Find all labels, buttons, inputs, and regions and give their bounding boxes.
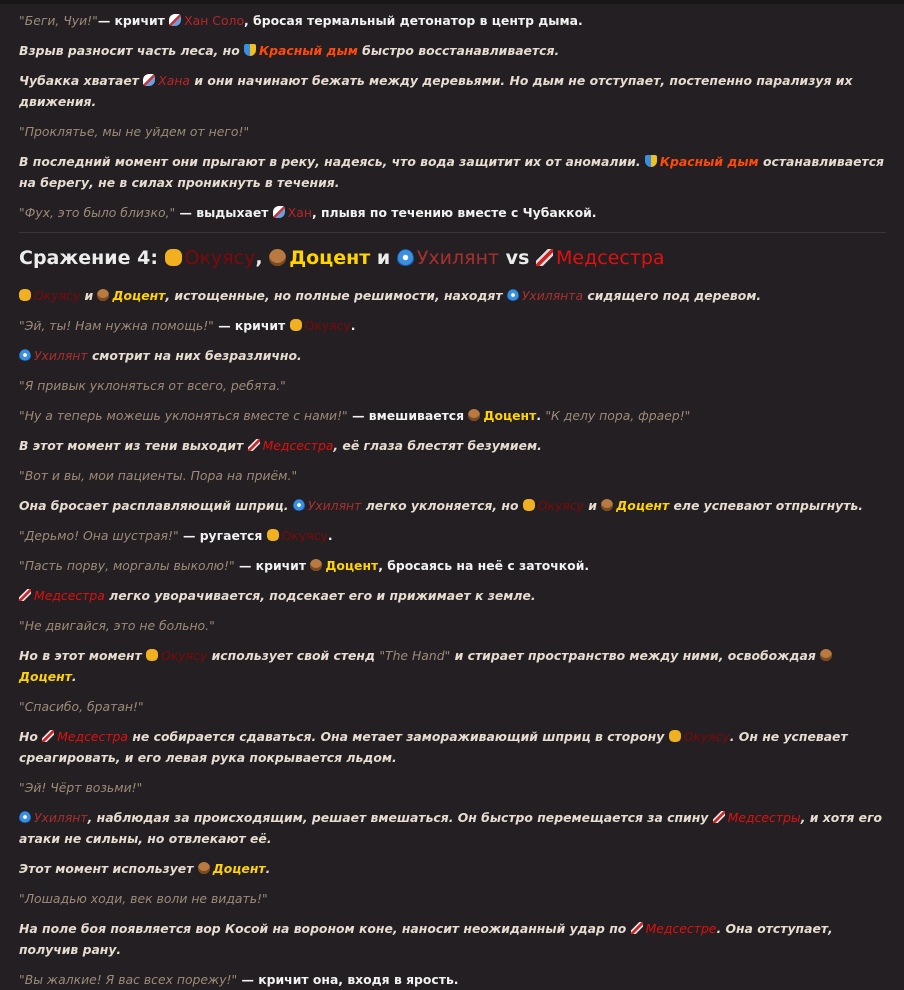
text: смотрит на них безразлично. xyxy=(87,348,302,363)
quote-text: "Не двигайся, это не больно." xyxy=(19,618,215,633)
text: еле успевают отпрыгнуть. xyxy=(669,498,863,513)
text: . xyxy=(327,528,333,543)
text: , истощенные, но полные решимости, находят xyxy=(165,288,507,303)
quote-text: "К делу пора, фраер!" xyxy=(545,408,691,423)
performing-arts-masks-icon xyxy=(244,44,256,56)
text: , и хотя его атаки не сильны, но отвлекают её. xyxy=(19,810,883,846)
text: . xyxy=(350,318,356,333)
dialog-paragraph xyxy=(19,315,886,336)
text: — кричит xyxy=(213,318,290,333)
text: использует свой стенд xyxy=(207,648,380,663)
battle-heading xyxy=(19,232,886,271)
text: , бросая термальный детонатор в центр дыма. xyxy=(244,13,583,28)
text: сидящего под деревом. xyxy=(583,288,762,303)
cyclone-icon xyxy=(507,289,519,301)
dialog-paragraph xyxy=(19,888,886,909)
quote-text: "Эй! Чёрт возьми!" xyxy=(19,780,143,795)
character-okuyasu: Окуясу xyxy=(281,528,328,543)
text: . xyxy=(265,861,271,876)
text: Этот момент использует xyxy=(19,861,198,876)
dialog-paragraph xyxy=(19,696,886,717)
character-docent: Доцент xyxy=(212,861,266,876)
bearded-face-icon xyxy=(820,649,832,661)
character-han: Хана xyxy=(158,73,191,88)
character-docent: Доцент xyxy=(112,288,166,303)
dialog-paragraph xyxy=(19,555,886,576)
quote-text: "Проклятье, мы не уйдем от него!" xyxy=(19,124,250,139)
text: и стирает пространство между ними, освобождая xyxy=(450,648,821,663)
performing-arts-masks-icon xyxy=(645,155,657,167)
character-uhilyant: Ухилянт xyxy=(416,247,500,269)
text: Взрыв разносит часть леса, но xyxy=(19,43,245,58)
bearded-face-icon xyxy=(97,289,109,301)
bearded-face-icon xyxy=(468,409,480,421)
syringe-icon xyxy=(536,249,553,266)
cyclone-icon xyxy=(19,349,31,361)
fist-icon xyxy=(290,319,302,331)
cyclone-icon xyxy=(293,499,305,511)
text: Но xyxy=(19,729,43,744)
text: . xyxy=(536,408,546,423)
quote-text: "Пасть порву, моргалы выколю!" xyxy=(19,558,235,573)
text: — вмешивается xyxy=(347,408,469,423)
text: легко уворачивается, подсекает его и прижимает к земле. xyxy=(104,588,536,603)
narration-paragraph xyxy=(19,285,886,306)
character-uhilyant: Ухилянт xyxy=(34,810,88,825)
character-okuyasu: Окуясу xyxy=(161,648,208,663)
character-okuyasu: Окуясу xyxy=(184,247,256,269)
character-okuyasu: Окуясу xyxy=(537,498,584,513)
character-uhilyant: Ухилянт xyxy=(34,348,88,363)
text: . Он не успевает среагировать, и его левая рука покрывается льдом. xyxy=(19,729,848,765)
narration-paragraph xyxy=(19,40,886,61)
bearded-face-icon xyxy=(310,559,322,571)
bearded-face-icon xyxy=(601,499,613,511)
text: . xyxy=(71,669,77,684)
quote-text: "Вы жалкие! Я вас всех порежу!" xyxy=(19,972,238,987)
text: , бросаясь на неё с заточкой. xyxy=(378,558,590,573)
character-nurse: Медсестра xyxy=(262,438,334,453)
character-okuyasu: Окуясу xyxy=(683,729,730,744)
character-red-smoke: Красный дым xyxy=(659,154,759,169)
story-messages xyxy=(0,4,904,990)
bearded-face-icon xyxy=(198,862,210,874)
text: легко уклоняется, но xyxy=(361,498,523,513)
dialog-paragraph xyxy=(19,405,886,426)
character-docent: Доцент xyxy=(483,408,537,423)
narration-paragraph xyxy=(19,645,886,687)
narration-paragraph xyxy=(19,495,886,516)
text: Но в этот момент xyxy=(19,648,147,663)
text: — ругается xyxy=(178,528,267,543)
character-nurse: Медсестра xyxy=(57,729,129,744)
quote-text: "The Hand" xyxy=(379,648,451,663)
narration-paragraph xyxy=(19,807,886,849)
rocket-icon xyxy=(273,206,285,218)
text: , xyxy=(255,247,270,269)
rocket-icon xyxy=(143,74,155,86)
character-docent: Доцент xyxy=(289,247,371,269)
fist-icon xyxy=(146,649,158,661)
quote-text: "Фух, это было близко," xyxy=(19,205,176,220)
syringe-icon xyxy=(42,730,54,742)
character-nurse: Медсестра xyxy=(556,247,665,269)
character-han: Хан Соло xyxy=(184,13,245,28)
text: . Она отступает, получив рану. xyxy=(19,921,833,957)
syringe-icon xyxy=(713,811,725,823)
text: и они начинают бежать между деревьями. Но дым не отступает, постепенно парализуя их движения. xyxy=(19,73,853,109)
dialog-paragraph xyxy=(19,375,886,396)
narration-paragraph xyxy=(19,918,886,960)
quote-text: "Лошадью ходи, век воли не видать!" xyxy=(19,891,268,906)
dialog-paragraph xyxy=(19,121,886,142)
text: , её глаза блестят безумием. xyxy=(333,438,542,453)
fist-icon xyxy=(165,249,182,266)
character-nurse: Медсестры xyxy=(727,810,801,825)
narration-paragraph xyxy=(19,858,886,879)
syringe-icon xyxy=(248,439,260,451)
fist-icon xyxy=(669,730,681,742)
syringe-icon xyxy=(19,589,31,601)
character-okuyasu: Окуясу xyxy=(304,318,351,333)
character-docent: Доцент xyxy=(19,669,72,684)
dialog-paragraph xyxy=(19,465,886,486)
text: быстро восстанавливается. xyxy=(357,43,560,58)
quote-text: "Я привык уклоняться от всего, ребята." xyxy=(19,378,286,393)
narration-paragraph xyxy=(19,585,886,606)
narration-paragraph xyxy=(19,151,886,193)
text: — кричит она, входя в ярость. xyxy=(237,972,459,987)
text: , плывя по течению вместе с Чубаккой. xyxy=(311,205,597,220)
dialog-paragraph xyxy=(19,777,886,798)
narration-paragraph xyxy=(19,70,886,112)
text: и xyxy=(583,498,602,513)
quote-text: "Вот и вы, мои пациенты. Пора на приём." xyxy=(19,468,298,483)
text: Она бросает расплавляющий шприц. xyxy=(19,498,293,513)
dialog-paragraph xyxy=(19,615,886,636)
dialog-paragraph xyxy=(19,969,886,990)
narration-paragraph xyxy=(19,345,886,366)
character-nurse: Медсестра xyxy=(34,588,105,603)
text: и xyxy=(80,288,98,303)
fist-icon xyxy=(19,289,31,301)
text: и xyxy=(370,247,397,269)
text: Сражение 4: xyxy=(19,247,165,269)
text: — кричит xyxy=(97,13,170,28)
fist-icon xyxy=(523,499,535,511)
text: останавливается на берегу, не в силах проникнуть в течения. xyxy=(19,154,885,190)
text: vs xyxy=(499,247,536,269)
text: — кричит xyxy=(234,558,311,573)
fist-icon xyxy=(267,529,279,541)
quote-text: "Ну а теперь можешь уклоняться вместе с нами!" xyxy=(19,408,348,423)
character-docent: Доцент xyxy=(325,558,379,573)
text: , наблюдая за происходящим, решает вмешаться. Он быстро перемещается за спину xyxy=(87,810,713,825)
bearded-face-icon xyxy=(269,249,286,266)
character-han: Хан xyxy=(287,205,312,220)
text: В этот момент из тени выходит xyxy=(19,438,248,453)
rocket-icon xyxy=(169,14,181,26)
dialog-paragraph xyxy=(19,202,886,223)
text: Чубакка хватает xyxy=(19,73,144,88)
quote-text: "Дерьмо! Она шустрая!" xyxy=(19,528,179,543)
character-okuyasu: Окуясу xyxy=(34,288,81,303)
syringe-icon xyxy=(631,922,643,934)
narration-paragraph xyxy=(19,726,886,768)
character-red-smoke: Красный дым xyxy=(259,43,358,58)
text: На поле боя появляется вор Косой на вороном коне, наносит неожиданный удар по xyxy=(19,921,631,936)
character-nurse: Медсестре xyxy=(645,921,717,936)
text: не собирается сдаваться. Она метает замораживающий шприц в сторону xyxy=(128,729,669,744)
cyclone-icon xyxy=(19,811,31,823)
text: В последний момент они прыгают в реку, надеясь, что вода защитит их от аномалии. xyxy=(19,154,645,169)
narration-paragraph xyxy=(19,435,886,456)
character-uhilyant: Ухилянта xyxy=(521,288,584,303)
quote-text: "Беги, Чуи!" xyxy=(19,13,98,28)
quote-text: "Спасибо, братан!" xyxy=(19,699,144,714)
quote-text: "Эй, ты! Нам нужна помощь!" xyxy=(19,318,214,333)
character-uhilyant: Ухилянт xyxy=(307,498,362,513)
dialog-paragraph xyxy=(19,525,886,546)
character-docent: Доцент xyxy=(616,498,670,513)
dialog-paragraph xyxy=(19,10,886,31)
text: — выдыхает xyxy=(175,205,273,220)
cyclone-icon xyxy=(397,249,414,266)
